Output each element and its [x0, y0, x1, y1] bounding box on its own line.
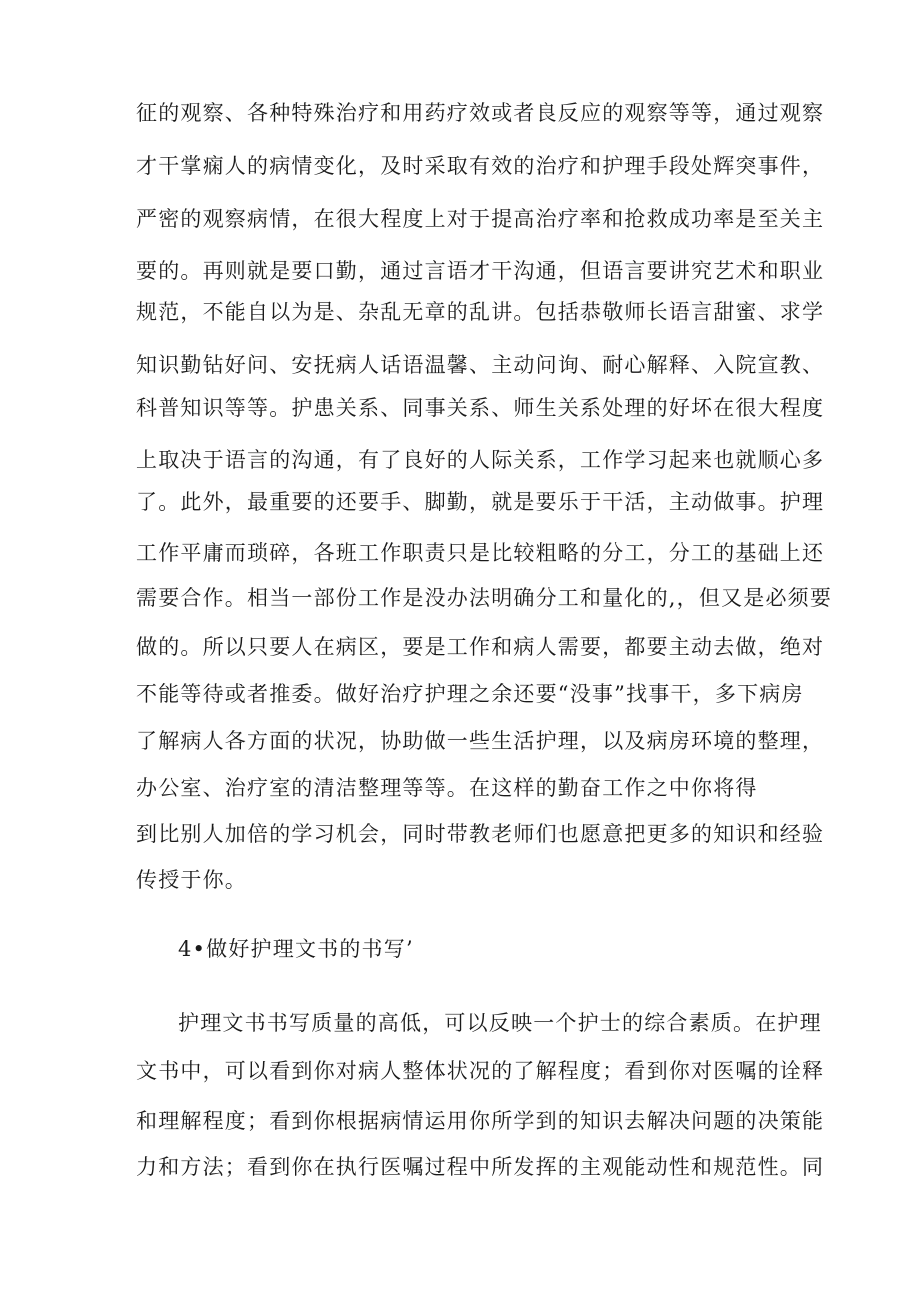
text-line: 严密的观察病情，在很大程度上对于提高治疗率和抢救成功率是至关主	[136, 207, 825, 231]
text-line: 不能等待或者推委。做好治疗护理之余还要“没事”找事干，多下病房	[136, 682, 804, 706]
text-line: 才干掌痫人的病情变化，及时采取有效的治疗和护理手段处辉突事件，	[136, 154, 825, 178]
text-line: 工作平庸而琐碎，各班工作职责只是比较粗略的分工，分工的基础上还	[136, 541, 825, 565]
text-line: 规范，不能自以为是、杂乱无章的乱讲。包括恭敬师长语言甜蜜、求学	[136, 300, 825, 324]
text-line: 传授于你。	[136, 868, 247, 892]
text-line: 了解病人各方面的状况，协助做一些生活护理，以及病房环境的整理，	[136, 729, 825, 753]
text-line: 要的。再则就是要口勤，通过言语才干沟通，但语言要讲究艺术和职业	[136, 259, 825, 283]
text-line: 征的观察、各种特殊治疗和用药疗效或者良反应的观察等等，通过观察	[136, 101, 825, 125]
text-line: 上取决于语言的沟通，有了良好的人际关系，工作学习起来也就顺心多	[136, 448, 825, 472]
text-line: 力和方法；看到你在执行医嘱过程中所发挥的主观能动性和规范性。同	[136, 1155, 825, 1179]
text-line: 到比别人加倍的学习机会，同时带教老师们也愿意把更多的知识和经验	[136, 822, 825, 846]
text-line: 办公室、治疗室的清洁整理等等。在这样的勤奋工作之中你将得	[136, 776, 758, 800]
text-line: 文书中，可以看到你对病人整体状况的了解程度；看到你对医嘱的诠释	[136, 1059, 825, 1083]
section-heading: 4•做好护理文书的书写’	[178, 937, 414, 961]
text-line: 了。此外，最重要的还要手、脚勤，就是要乐于干活，主动做事。护理	[136, 490, 825, 514]
text-line: 知识勤钻好问、安抚病人话语温馨、主动问询、耐心解释、入院宣教、	[136, 353, 825, 377]
text-line: 做的。所以只要人在病区，要是工作和病人需要，都要主动去做，绝对	[136, 635, 825, 659]
text-line: 护理文书书写质量的高低，可以反映一个护士的综合素质。在护理	[178, 1011, 822, 1035]
text-line: 需要合作。相当一部份工作是没办法明确分工和量化的,，但又是必须要	[136, 586, 833, 610]
text-line: 和理解程度；看到你根据病情运用你所学到的知识去解决问题的决策能	[136, 1109, 825, 1133]
text-line: 科普知识等等。护患关系、同事关系、师生关系处理的好坏在很大程度	[136, 396, 825, 420]
